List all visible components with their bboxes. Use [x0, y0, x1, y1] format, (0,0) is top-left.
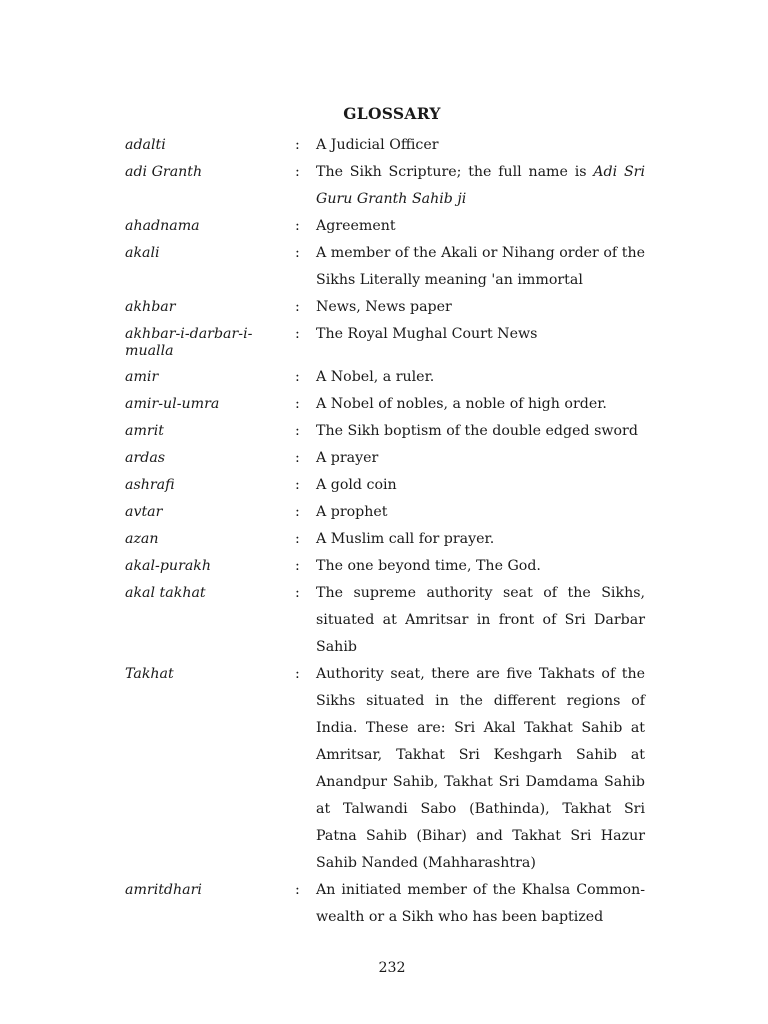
glossary-term: adalti — [125, 137, 166, 153]
glossary-entry — [125, 580, 645, 661]
glossary-definition: A Nobel, a ruler. — [316, 369, 435, 385]
glossary-term: avtar — [125, 504, 163, 520]
glossary-term: amritdhari — [125, 882, 202, 898]
glossary-term: akal takhat — [125, 585, 206, 601]
glossary-term: akal-purakh — [125, 558, 212, 574]
glossary-definition: The one beyond time, The God. — [316, 558, 541, 574]
definition-text: The Sikh Scripture; the full name is — [316, 164, 594, 180]
glossary-definition: A member of the Akali or Nihang order of the Sikhs Literally meaning 'an immortal — [316, 245, 645, 288]
term-separator: : — [295, 504, 300, 520]
glossary-term: adi Granth — [125, 164, 203, 180]
glossary-term: ardas — [125, 450, 166, 466]
glossary-definition: The Royal Mughal Court News — [316, 326, 538, 342]
term-separator: : — [295, 369, 300, 385]
term-separator: : — [295, 326, 300, 342]
glossary-entry — [125, 132, 645, 159]
glossary-term: ahadnama — [125, 218, 200, 234]
glossary-entry — [125, 445, 645, 472]
term-separator: : — [295, 450, 300, 466]
glossary-definition: A gold coin — [316, 477, 397, 493]
glossary-entry — [125, 418, 645, 445]
glossary-term: Takhat — [125, 666, 174, 682]
glossary-list — [125, 132, 645, 931]
glossary-definition: News, News paper — [316, 299, 452, 315]
glossary-term: ashrafi — [125, 477, 175, 493]
term-separator: : — [295, 396, 300, 412]
glossary-definition: A Nobel of nobles, a noble of high order. — [316, 396, 607, 412]
glossary-term: akhbar-i-darbar-i-mualla — [125, 326, 253, 359]
glossary-entry — [125, 661, 645, 877]
term-separator: : — [295, 558, 300, 574]
glossary-entry — [125, 159, 645, 213]
glossary-entry — [125, 213, 645, 240]
term-separator: : — [295, 245, 300, 261]
glossary-definition: A Muslim call for prayer. — [316, 531, 495, 547]
glossary-term: amir-ul-umra — [125, 396, 220, 412]
glossary-entry — [125, 877, 645, 931]
term-separator: : — [295, 299, 300, 315]
glossary-definition: A Judicial Officer — [316, 137, 439, 153]
glossary-entry — [125, 364, 645, 391]
glossary-definition: A prophet — [316, 504, 388, 520]
term-separator: : — [295, 218, 300, 234]
glossary-term: azan — [125, 531, 159, 547]
glossary-definition: Agreement — [316, 218, 396, 234]
term-separator: : — [295, 477, 300, 493]
page-number: 232 — [378, 960, 406, 976]
glossary-term: amrit — [125, 423, 164, 439]
glossary-entry — [125, 391, 645, 418]
term-separator: : — [295, 137, 300, 153]
glossary-definition: The Sikh boptism of the double edged sword — [316, 423, 638, 439]
glossary-term: akali — [125, 245, 160, 261]
term-separator: : — [295, 423, 300, 439]
definition-italic-text: Adi Sri Guru Granth Sahib ji — [316, 164, 645, 207]
term-separator: : — [295, 531, 300, 547]
glossary-entry — [125, 553, 645, 580]
glossary-entry — [125, 240, 645, 294]
glossary-term: amir — [125, 369, 159, 385]
glossary-definition: The supreme authority seat of the Sikhs, situated at Amritsar in front of Sri Darbar Sahib — [316, 585, 645, 655]
glossary-entry — [125, 499, 645, 526]
glossary-entry — [125, 321, 645, 364]
glossary-term: akhbar — [125, 299, 176, 315]
glossary-entry — [125, 526, 645, 553]
glossary-definition — [316, 159, 645, 213]
term-separator: : — [295, 882, 300, 898]
glossary-definition: A prayer — [316, 450, 379, 466]
glossary-entry — [125, 294, 645, 321]
glossary-definition: Authority seat, there are five Takhats of the Sikhs situated in the different regions of India. These are: Sri Akal Takhat Sahib at Amritsar, Takhat Sri Keshgarh Sahib at Anandpur Sahib, Takhat Sri Damdama Sahib at Talwandi Sabo (Bathinda), Takhat Sri Patna Sahib (Bihar) and Takhat Sri Hazur Sahib Nanded (Mahharashtra) — [316, 666, 645, 871]
glossary-definition: An initiated member of the Khalsa Common-wealth or a Sikh who has been baptized — [316, 882, 645, 925]
page-title: GLOSSARY — [343, 104, 441, 123]
term-separator: : — [295, 585, 300, 601]
term-separator: : — [295, 164, 300, 180]
glossary-entry — [125, 472, 645, 499]
term-separator: : — [295, 666, 300, 682]
